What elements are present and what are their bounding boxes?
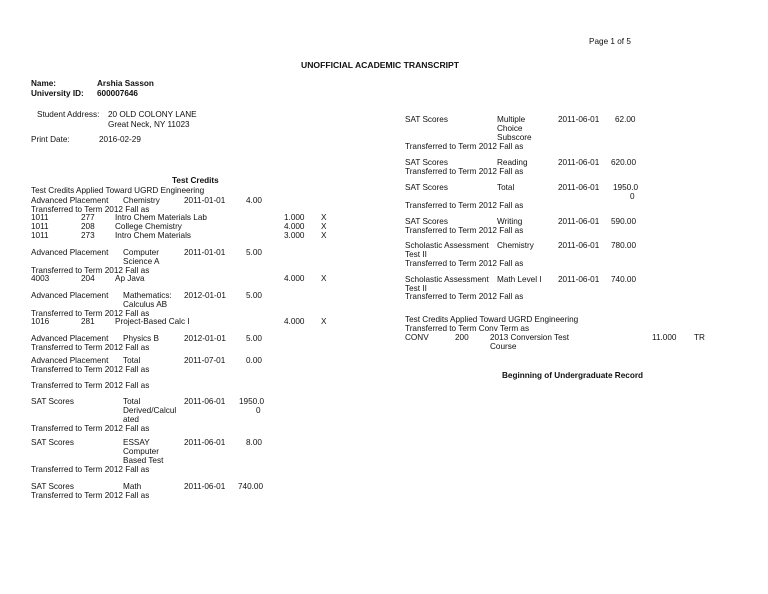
address-label: Student Address: — [37, 110, 100, 119]
applied-heading: Test Credits Applied Toward UGRD Engineering — [31, 186, 205, 195]
test-date: 2012-01-01 — [184, 334, 226, 343]
test-type: Advanced Placement — [31, 334, 109, 343]
test-subject-cont: ated — [123, 415, 139, 424]
test-score-cont: 0 — [256, 406, 261, 415]
transferred-note: Transferred to Term 2012 Fall as — [31, 491, 150, 500]
transferred-note: Transferred to Term 2012 Fall as — [405, 226, 524, 235]
course-number: 1011 — [31, 231, 49, 240]
test-subject-cont: Subscore — [497, 133, 532, 142]
test-type: SAT Scores — [405, 217, 448, 226]
course-title: Intro Chem Materials Lab — [115, 213, 207, 222]
test-type: SAT Scores — [405, 183, 448, 192]
course-number: 1011 — [31, 222, 49, 231]
course-title: Ap Java — [115, 274, 145, 283]
test-subject-cont: Choice — [497, 124, 523, 133]
test-type: SAT Scores — [405, 115, 448, 124]
student-name: Arshia Sasson — [97, 79, 154, 88]
test-type: Advanced Placement — [31, 291, 109, 300]
course-code: 204 — [81, 274, 95, 283]
test-date: 2011-06-01 — [558, 217, 600, 226]
test-type: Advanced Placement — [31, 356, 109, 365]
transferred-note: Transferred to Term 2012 Fall as — [31, 465, 150, 474]
test-date: 2011-06-01 — [184, 438, 226, 447]
course-units: 11.000 — [652, 333, 677, 342]
test-subject: Reading — [497, 158, 528, 167]
test-date: 2011-06-01 — [558, 275, 600, 284]
course-number: CONV — [405, 333, 429, 342]
test-subject: Chemistry — [497, 241, 534, 250]
test-date: 2011-01-01 — [184, 196, 226, 205]
name-label: Name: — [31, 79, 57, 88]
transferred-note: Transferred to Term 2012 Fall as — [31, 309, 150, 318]
test-subject-cont: Based Test — [123, 456, 164, 465]
test-subject: Computer — [123, 248, 159, 257]
course-number: 4003 — [31, 274, 50, 283]
test-subject: Math — [123, 482, 142, 491]
course-title: College Chemistry — [115, 222, 182, 231]
test-subject: Writing — [497, 217, 523, 226]
course-flag: X — [321, 231, 327, 240]
course-title: Project-Based Calc I — [115, 317, 190, 326]
test-type: SAT Scores — [31, 482, 74, 491]
test-subject: Physics B — [123, 334, 159, 343]
test-type-cont: Test II — [405, 284, 427, 293]
transferred-note: Transferred to Term 2012 Fall as — [31, 424, 150, 433]
test-subject: Math Level I — [497, 275, 542, 284]
test-score: 1950.0 — [613, 183, 639, 192]
transferred-note: Transferred to Term 2012 Fall as — [405, 142, 524, 151]
transferred-note: Transferred to Term 2012 Fall as — [405, 201, 524, 210]
course-flag: X — [321, 222, 327, 231]
test-type: Scholastic Assessment — [405, 275, 489, 284]
test-type: Advanced Placement — [31, 248, 109, 257]
test-type: SAT Scores — [31, 397, 74, 406]
test-date: 2011-06-01 — [558, 115, 600, 124]
course-number: 1011 — [31, 213, 49, 222]
transferred-note: Transferred to Term 2012 Fall as — [31, 381, 150, 390]
test-credits-heading: Test Credits — [172, 176, 219, 185]
test-subject-cont: Computer — [123, 447, 159, 456]
course-units: 4.000 — [284, 222, 305, 231]
print-date: 2016-02-29 — [99, 135, 141, 144]
test-subject: Chemistry — [123, 196, 160, 205]
test-score: 740.00 — [238, 482, 264, 491]
test-score: 0.00 — [246, 356, 262, 365]
course-units: 1.000 — [284, 213, 305, 222]
course-units: 4.000 — [284, 274, 305, 283]
course-units: 3.000 — [284, 231, 305, 240]
test-type: SAT Scores — [31, 438, 74, 447]
test-score: 740.00 — [611, 275, 637, 284]
test-date: 2011-06-01 — [558, 183, 600, 192]
test-date: 2011-06-01 — [558, 241, 600, 250]
course-code: 277 — [81, 213, 95, 222]
test-score: 8.00 — [246, 438, 262, 447]
course-code: 281 — [81, 317, 95, 326]
record-start-heading: Beginning of Undergraduate Record — [502, 371, 644, 380]
course-grade: TR — [694, 333, 705, 342]
test-score: 780.00 — [611, 241, 637, 250]
test-subject: Multiple — [497, 115, 526, 124]
course-code: 208 — [81, 222, 95, 231]
test-type: Advanced Placement — [31, 196, 109, 205]
test-subject-cont: Calculus AB — [123, 300, 168, 309]
transcript-title: UNOFFICIAL ACADEMIC TRANSCRIPT — [301, 60, 460, 70]
course-flag: X — [321, 213, 327, 222]
test-date: 2011-07-01 — [184, 356, 226, 365]
course-flag: X — [321, 274, 327, 283]
transferred-note: Transferred to Term 2012 Fall as — [31, 205, 150, 214]
test-subject-cont: Science A — [123, 257, 160, 266]
test-type-cont: Test II — [405, 250, 427, 259]
print-date-label: Print Date: — [31, 135, 70, 144]
test-subject-cont: Derived/Calcul — [123, 406, 177, 415]
course-number: 1016 — [31, 317, 50, 326]
test-type: Scholastic Assessment — [405, 241, 489, 250]
test-subject: Total — [123, 356, 141, 365]
test-score: 5.00 — [246, 248, 262, 257]
test-score: 590.00 — [611, 217, 637, 226]
transferred-note: Transferred to Term 2012 Fall as — [405, 167, 524, 176]
university-id-label: University ID: — [31, 89, 84, 98]
test-score: 620.00 — [611, 158, 637, 167]
test-date: 2011-06-01 — [184, 397, 226, 406]
course-title: 2013 Conversion Test — [490, 333, 570, 342]
test-date: 2011-06-01 — [184, 482, 226, 491]
test-date: 2011-01-01 — [184, 248, 226, 257]
test-score: 5.00 — [246, 291, 262, 300]
test-subject: Mathematics: — [123, 291, 172, 300]
test-score-cont: 0 — [630, 192, 635, 201]
course-code: 273 — [81, 231, 95, 240]
transferred-note: Transferred to Term 2012 Fall as — [405, 259, 524, 268]
course-title: Intro Chem Materials — [115, 231, 191, 240]
test-date: 2011-06-01 — [558, 158, 600, 167]
test-subject: Total — [123, 397, 141, 406]
course-flag: X — [321, 317, 327, 326]
transferred-note: Transferred to Term 2012 Fall as — [31, 266, 150, 275]
transferred-note: Transferred to Term 2012 Fall as — [31, 343, 150, 352]
address-line2: Great Neck, NY 11023 — [108, 120, 190, 129]
test-score: 5.00 — [246, 334, 262, 343]
test-score: 62.00 — [615, 115, 636, 124]
test-score: 4.00 — [246, 196, 262, 205]
test-subject: ESSAY — [123, 438, 150, 447]
test-date: 2012-01-01 — [184, 291, 226, 300]
course-code: 200 — [455, 333, 469, 342]
test-type: SAT Scores — [405, 158, 448, 167]
applied-heading: Test Credits Applied Toward UGRD Engineering — [405, 315, 579, 324]
transferred-note: Transferred to Term 2012 Fall as — [31, 365, 150, 374]
test-subject: Total — [497, 183, 515, 192]
university-id: 600007646 — [97, 89, 138, 98]
page-number: Page 1 of 5 — [589, 37, 631, 46]
course-units: 4.000 — [284, 317, 305, 326]
test-score: 1950.0 — [239, 397, 265, 406]
transferred-note: Transferred to Term Conv Term as — [405, 324, 530, 333]
transferred-note: Transferred to Term 2012 Fall as — [405, 292, 524, 301]
address-line1: 20 OLD COLONY LANE — [108, 110, 197, 119]
course-title-cont: Course — [490, 342, 517, 351]
